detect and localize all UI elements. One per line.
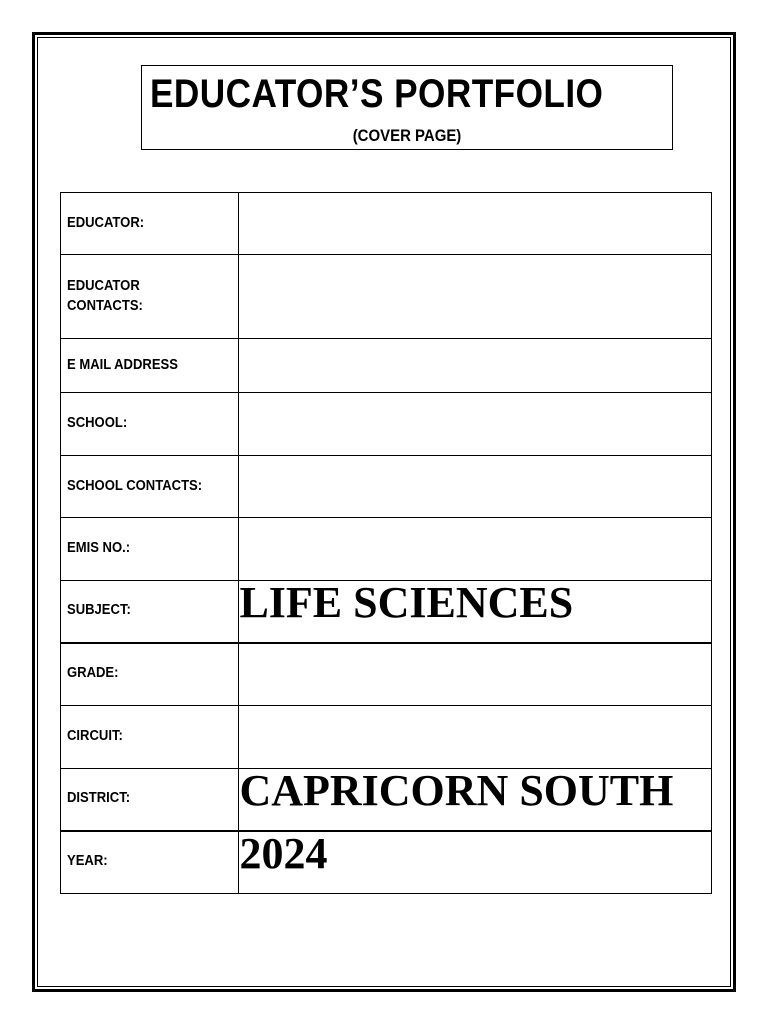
form-row-circuit (61, 706, 712, 769)
educator-field[interactable] (239, 193, 712, 255)
form-row-email (61, 339, 712, 393)
emis-field[interactable] (239, 518, 712, 581)
educator-label: EDUCATOR: (61, 193, 239, 255)
district-field[interactable]: CAPRICORN SOUTH (239, 769, 712, 831)
subject-field[interactable]: LIFE SCIENCES (239, 581, 712, 643)
circuit-field[interactable] (239, 706, 712, 769)
form-row-school-contacts (61, 456, 712, 518)
form-row-school (61, 393, 712, 456)
portfolio-form-table (60, 192, 712, 894)
educator-contacts-field[interactable] (239, 255, 712, 339)
email-field[interactable] (239, 339, 712, 393)
school-contacts-field[interactable] (239, 456, 712, 518)
email-label: E MAIL ADDRESS (61, 339, 239, 393)
page-title: EDUCATOR’S PORTFOLIO (150, 72, 604, 116)
grade-label: GRADE: (61, 643, 239, 706)
form-row-grade (61, 643, 712, 706)
form-row-subject (61, 581, 712, 643)
form-row-district (61, 769, 712, 831)
grade-field[interactable] (239, 643, 712, 706)
subject-label: SUBJECT: (61, 581, 239, 643)
form-row-educator (61, 193, 712, 255)
form-row-educator-contacts (61, 255, 712, 339)
form-row-emis (61, 518, 712, 581)
school-contacts-label: SCHOOL CONTACTS: (61, 456, 239, 518)
page-subtitle: (COVER PAGE) (352, 126, 462, 145)
school-label: SCHOOL: (61, 393, 239, 456)
title-box (141, 65, 673, 150)
form-row-year (61, 831, 712, 894)
school-field[interactable] (239, 393, 712, 456)
district-label: DISTRICT: (61, 769, 239, 831)
circuit-label: CIRCUIT: (61, 706, 239, 769)
emis-label: EMIS NO.: (61, 518, 239, 581)
year-label: YEAR: (61, 831, 239, 894)
year-field[interactable]: 2024 (239, 831, 712, 894)
educator-contacts-label: EDUCATOR CONTACTS: (61, 255, 239, 339)
